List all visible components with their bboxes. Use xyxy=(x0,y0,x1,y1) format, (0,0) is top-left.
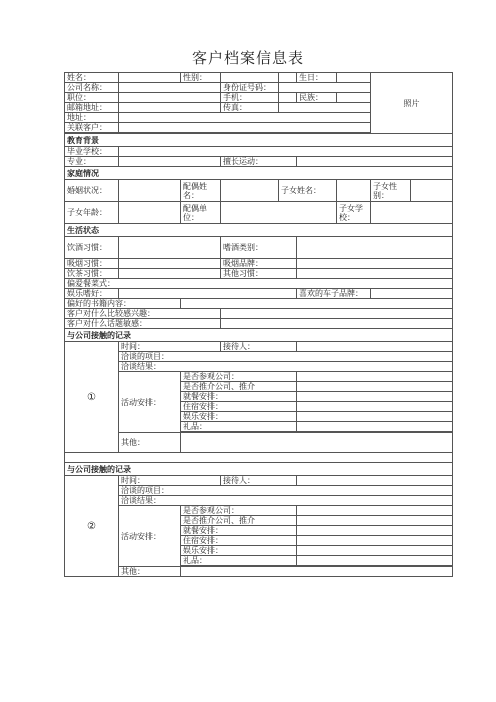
education-row-1 xyxy=(65,147,453,157)
spouse-name-label: 配偶姓名： xyxy=(181,180,221,202)
cuisine-label[interactable]: 偏爱餐菜式： xyxy=(65,279,453,289)
cig-brand-field[interactable] xyxy=(297,259,453,269)
record2-items-label[interactable]: 洽谈的项目： xyxy=(119,486,453,496)
books-field[interactable] xyxy=(181,299,453,309)
record1-recommend-field[interactable] xyxy=(297,382,453,392)
other-habits-label: 其他习惯： xyxy=(221,269,297,279)
education-row-2 xyxy=(65,157,453,167)
life-row-2 xyxy=(65,259,453,269)
record1-header: 与公司接触的记录 xyxy=(65,329,453,342)
record1-receiver-label: 接待人： xyxy=(221,342,297,352)
record2-row-other xyxy=(65,567,453,577)
mobile-field[interactable] xyxy=(279,93,297,103)
record1-fun-label: 娱乐安排： xyxy=(181,412,297,422)
page-title: 客户档案信息表 xyxy=(191,49,304,67)
photo-box[interactable]: 照片 xyxy=(371,73,453,134)
drinking-field[interactable] xyxy=(119,237,221,259)
life-row-6 xyxy=(65,299,453,309)
record1-row-time xyxy=(65,342,453,352)
record2-other-label: 其他： xyxy=(119,567,181,577)
gender-label: 性别： xyxy=(181,73,221,83)
interest-label: 客户对什么比较感兴趣： xyxy=(65,309,221,319)
record1-visit-label: 是否参观公司： xyxy=(181,372,297,382)
life-header-row xyxy=(65,224,453,237)
entertainment-field[interactable] xyxy=(119,289,297,299)
company-field[interactable] xyxy=(119,83,221,93)
sport-field[interactable] xyxy=(297,157,453,167)
child-school-field[interactable] xyxy=(371,202,453,224)
record2-gift-label: 礼品： xyxy=(181,556,297,566)
record2-lodging-label: 住宿安排： xyxy=(181,536,297,546)
tea-field[interactable] xyxy=(119,269,221,279)
entertainment-label: 娱乐嗜好： xyxy=(65,289,119,299)
family-header: 家庭情况 xyxy=(65,167,453,180)
contact-label: 关联客户： xyxy=(65,123,119,133)
car-brand-field[interactable] xyxy=(371,289,453,299)
major-field[interactable] xyxy=(119,157,221,167)
record2-recommend-field[interactable] xyxy=(297,516,453,526)
position-field[interactable] xyxy=(119,93,221,103)
record1-result-label[interactable]: 洽谈结果： xyxy=(119,362,453,372)
spouse-name-field[interactable] xyxy=(221,180,279,202)
other-habits-field[interactable] xyxy=(297,269,453,279)
liquor-pref-label: 嗜酒类别： xyxy=(221,237,297,259)
drinking-label: 饮酒习惯： xyxy=(65,237,119,259)
spouse-employer-label: 配偶单位： xyxy=(181,202,221,224)
sport-label: 擅长运动： xyxy=(221,157,297,167)
child-age-field[interactable] xyxy=(119,202,181,224)
record1-lodging-label: 住宿安排： xyxy=(181,402,297,412)
car-brand-label: 喜欢的车子品牌： xyxy=(297,289,371,299)
fax-label: 传真： xyxy=(221,103,279,113)
id-number-label: 身份证号码： xyxy=(221,83,279,93)
name-label: 姓名： xyxy=(65,73,119,83)
record1-header-row xyxy=(65,329,453,342)
record2-other-field[interactable] xyxy=(181,567,453,577)
child-name-field[interactable] xyxy=(337,180,371,202)
record1-gift-label: 礼品： xyxy=(181,422,297,432)
id-number-field[interactable] xyxy=(279,83,371,93)
liquor-pref-field[interactable] xyxy=(297,237,453,259)
spacer xyxy=(279,73,297,83)
smoking-label: 吸烟习惯： xyxy=(65,259,119,269)
life-row-8 xyxy=(65,319,453,329)
record1-other-label: 其他： xyxy=(119,433,181,453)
records-gap-row xyxy=(65,453,453,463)
address-field[interactable] xyxy=(119,113,371,123)
birthday-field[interactable] xyxy=(337,73,371,83)
spacer xyxy=(65,453,453,463)
record1-gift-field[interactable] xyxy=(297,422,453,432)
record1-recommend-label: 是否推介公司、推介 xyxy=(181,382,297,392)
record2-receiver-field[interactable] xyxy=(297,476,453,486)
child-name-label: 子女姓名： xyxy=(279,180,337,202)
life-row-5 xyxy=(65,289,453,299)
tea-label: 饮茶习惯： xyxy=(65,269,119,279)
cig-brand-label: 吸烟品牌： xyxy=(221,259,297,269)
email-label: 邮箱地址： xyxy=(65,103,119,113)
record2-visit-label: 是否参观公司： xyxy=(181,506,297,516)
ethnicity-label: 民族： xyxy=(297,93,337,103)
gender-field[interactable] xyxy=(221,73,279,83)
ethnicity-field[interactable] xyxy=(337,93,371,103)
birthday-label: 生日： xyxy=(297,73,337,83)
record2-row-visit xyxy=(65,506,453,516)
record2-dining-label: 就餐安排： xyxy=(181,526,297,536)
record2-lodging-field[interactable] xyxy=(297,536,453,546)
sensitive-field[interactable] xyxy=(221,319,453,329)
record1-visit-field[interactable] xyxy=(297,372,453,382)
record1-dining-label: 就餐安排： xyxy=(181,392,297,402)
record2-row-items xyxy=(65,486,453,496)
interest-field[interactable] xyxy=(221,309,453,319)
record1-index: ① xyxy=(65,342,119,453)
record2-arrangement-label: 活动安排： xyxy=(119,506,181,567)
name-field[interactable] xyxy=(119,73,181,83)
contact-field[interactable] xyxy=(119,123,371,133)
life-header: 生活状态 xyxy=(65,224,453,237)
record2-result-label[interactable]: 洽谈结果： xyxy=(119,496,453,506)
record1-time-label: 时间： xyxy=(119,342,221,352)
fax-field[interactable] xyxy=(279,103,371,113)
books-label: 偏好的书籍内容： xyxy=(65,299,181,309)
basic-row-1 xyxy=(65,73,453,83)
record2-recommend-label: 是否推介公司、推介 xyxy=(181,516,297,526)
record2-visit-field[interactable] xyxy=(297,506,453,516)
smoking-field[interactable] xyxy=(119,259,221,269)
child-gender-label: 子女性别： xyxy=(371,180,411,202)
family-row-1 xyxy=(65,180,453,202)
record1-receiver-field[interactable] xyxy=(297,342,453,352)
record2-receiver-label: 接待人： xyxy=(221,476,297,486)
record1-lodging-field[interactable] xyxy=(297,402,453,412)
life-row-7 xyxy=(65,309,453,319)
life-row-4 xyxy=(65,279,453,289)
record1-other-field[interactable] xyxy=(181,433,453,453)
record1-row-visit xyxy=(65,372,453,382)
life-row-3 xyxy=(65,269,453,279)
record1-row-other xyxy=(65,433,453,453)
child-school-label: 子女学校： xyxy=(337,202,371,224)
record2-dining-field[interactable] xyxy=(297,526,453,536)
customer-profile-form xyxy=(64,72,453,577)
record2-header-row xyxy=(65,463,453,476)
school-label: 毕业学校： xyxy=(65,147,119,157)
address-label: 地址： xyxy=(65,113,119,123)
education-header: 教育背景 xyxy=(65,134,453,147)
record1-fun-field[interactable] xyxy=(297,412,453,422)
record2-fun-field[interactable] xyxy=(297,546,453,556)
email-field[interactable] xyxy=(119,103,221,113)
school-field[interactable] xyxy=(119,147,453,157)
family-row-2 xyxy=(65,202,453,224)
record2-time-label: 时间： xyxy=(119,476,221,486)
record1-arrangement-label: 活动安排： xyxy=(119,372,181,433)
education-header-row xyxy=(65,134,453,147)
record2-header: 与公司接触的记录 xyxy=(65,463,453,476)
family-header-row xyxy=(65,167,453,180)
record2-index: ② xyxy=(65,476,119,577)
marital-field[interactable] xyxy=(119,180,181,202)
child-gender-field[interactable] xyxy=(411,180,453,202)
record1-items-label[interactable]: 洽谈的项目： xyxy=(119,352,453,362)
record2-gift-field[interactable] xyxy=(297,556,453,566)
record2-row-result xyxy=(65,496,453,506)
life-row-1 xyxy=(65,237,453,259)
record1-row-result xyxy=(65,362,453,372)
record1-dining-field[interactable] xyxy=(297,392,453,402)
record2-row-time xyxy=(65,476,453,486)
child-age-label: 子女年龄： xyxy=(65,202,119,224)
spouse-employer-field[interactable] xyxy=(221,202,337,224)
sensitive-label: 客户对什么话题敏感： xyxy=(65,319,221,329)
company-label: 公司名称： xyxy=(65,83,119,93)
position-label: 职位： xyxy=(65,93,119,103)
mobile-label: 手机： xyxy=(221,93,279,103)
marital-label: 婚姻状况： xyxy=(65,180,119,202)
record1-row-items xyxy=(65,352,453,362)
record2-fun-label: 娱乐安排： xyxy=(181,546,297,556)
major-label: 专业： xyxy=(65,157,119,167)
